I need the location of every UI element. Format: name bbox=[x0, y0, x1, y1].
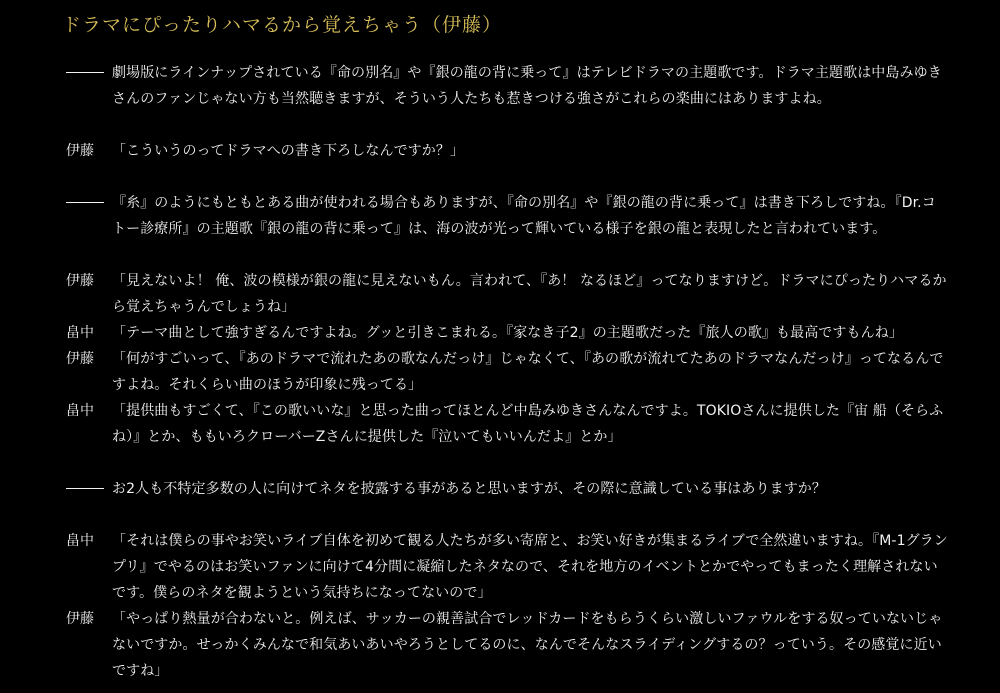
dialogue-text: 「それは僕らの事やお笑いライブ自体を初めて観る人たちが多い寄席と、お笑い好きが集まるライブで全然違いますね。『M-1グランプリ』でやるのはお笑いファンに向けて4分間に凝縮したネタなので、それを地方のイベントとかでやってもまったく理解されないです。僕らのネタを観ようという気持ちになってないので」 bbox=[112, 533, 948, 601]
dialogue-text: 「提供曲もすごくて、『この歌いいな』と思った曲ってほとんど中島みゆきさんなんですよ。TOKIOさんに提供した『宙 船（そらふね）』とか、ももいろクローバーZさんに提供した『泣いてもいいんだよ』とか」 bbox=[112, 403, 944, 445]
dialogue-text: 「見えないよ！ 俺、波の模様が銀の龍に見えないもん。言われて、『あ！ なるほど』ってなりますけど。ドラマにぴったりハマるから覚えちゃうんでしょうね」 bbox=[112, 273, 947, 315]
speaker-name: 伊藤 bbox=[66, 143, 94, 159]
dialogue-text: 「何がすごいって、『あのドラマで流れたあの歌なんだっけ』じゃなくて、『あの歌が流れてたあのドラマなんだっけ』ってなるんですよね。それくらい曲のほうが印象に残ってる」 bbox=[112, 351, 944, 393]
dash-marker bbox=[66, 488, 104, 489]
dialogue-text: 「やっぱり熱量が合わないと。例えば、サッカーの親善試合でレッドカードをもらうくらい激しいファウルをする奴っていないじゃないですか。せっかくみんなで和気あいあいやろうとしてるのに、なんでそんなスライディングするの？っていう。その感覚に近いですね」 bbox=[112, 611, 943, 679]
speaker-name: 伊藤 bbox=[66, 611, 94, 627]
speaker-name: 畠中 bbox=[66, 533, 94, 549]
dialogue-text: 「こういうのってドラマへの書き下ろしなんですか？」 bbox=[112, 143, 465, 159]
speaker-name: 畠中 bbox=[66, 403, 94, 419]
question-text: 劇場版にラインナップされている『命の別名』や『銀の龍の背に乗って』はテレビドラマの主題歌です。ドラマ主題歌は中島みゆきさんのファンじゃない方も当然聴きますが、そういう人たちも惹きつける強さがこれらの楽曲にはありますよね。 bbox=[112, 65, 942, 107]
speaker-name: 伊藤 bbox=[66, 273, 94, 289]
dash-marker bbox=[66, 202, 104, 203]
question-text: お2人も不特定多数の人に向けてネタを披露する事があると思いますが、その際に意識している事はありますか？ bbox=[112, 481, 827, 497]
speaker-name: 伊藤 bbox=[66, 351, 94, 367]
article-heading: ドラマにぴったりハマるから覚えちゃう（伊藤） bbox=[62, 14, 503, 36]
question-text: 『糸』のようにもともとある曲が使われる場合もありますが、『命の別名』や『銀の龍の背に乗って』は書き下ろしですね。『Dr.コトー診療所』の主題歌『銀の龍の背に乗って』は、海の波が光って輝いている様子を銀の龍と表現したと言われています。 bbox=[112, 195, 936, 237]
speaker-name: 畠中 bbox=[66, 325, 94, 341]
dialogue-text: 「テーマ曲として強すぎるんですよね。グッと引きこまれる。『家なき子2』の主題歌だった『旅人の歌』も最高ですもんね」 bbox=[112, 325, 903, 341]
dash-marker bbox=[66, 72, 104, 73]
